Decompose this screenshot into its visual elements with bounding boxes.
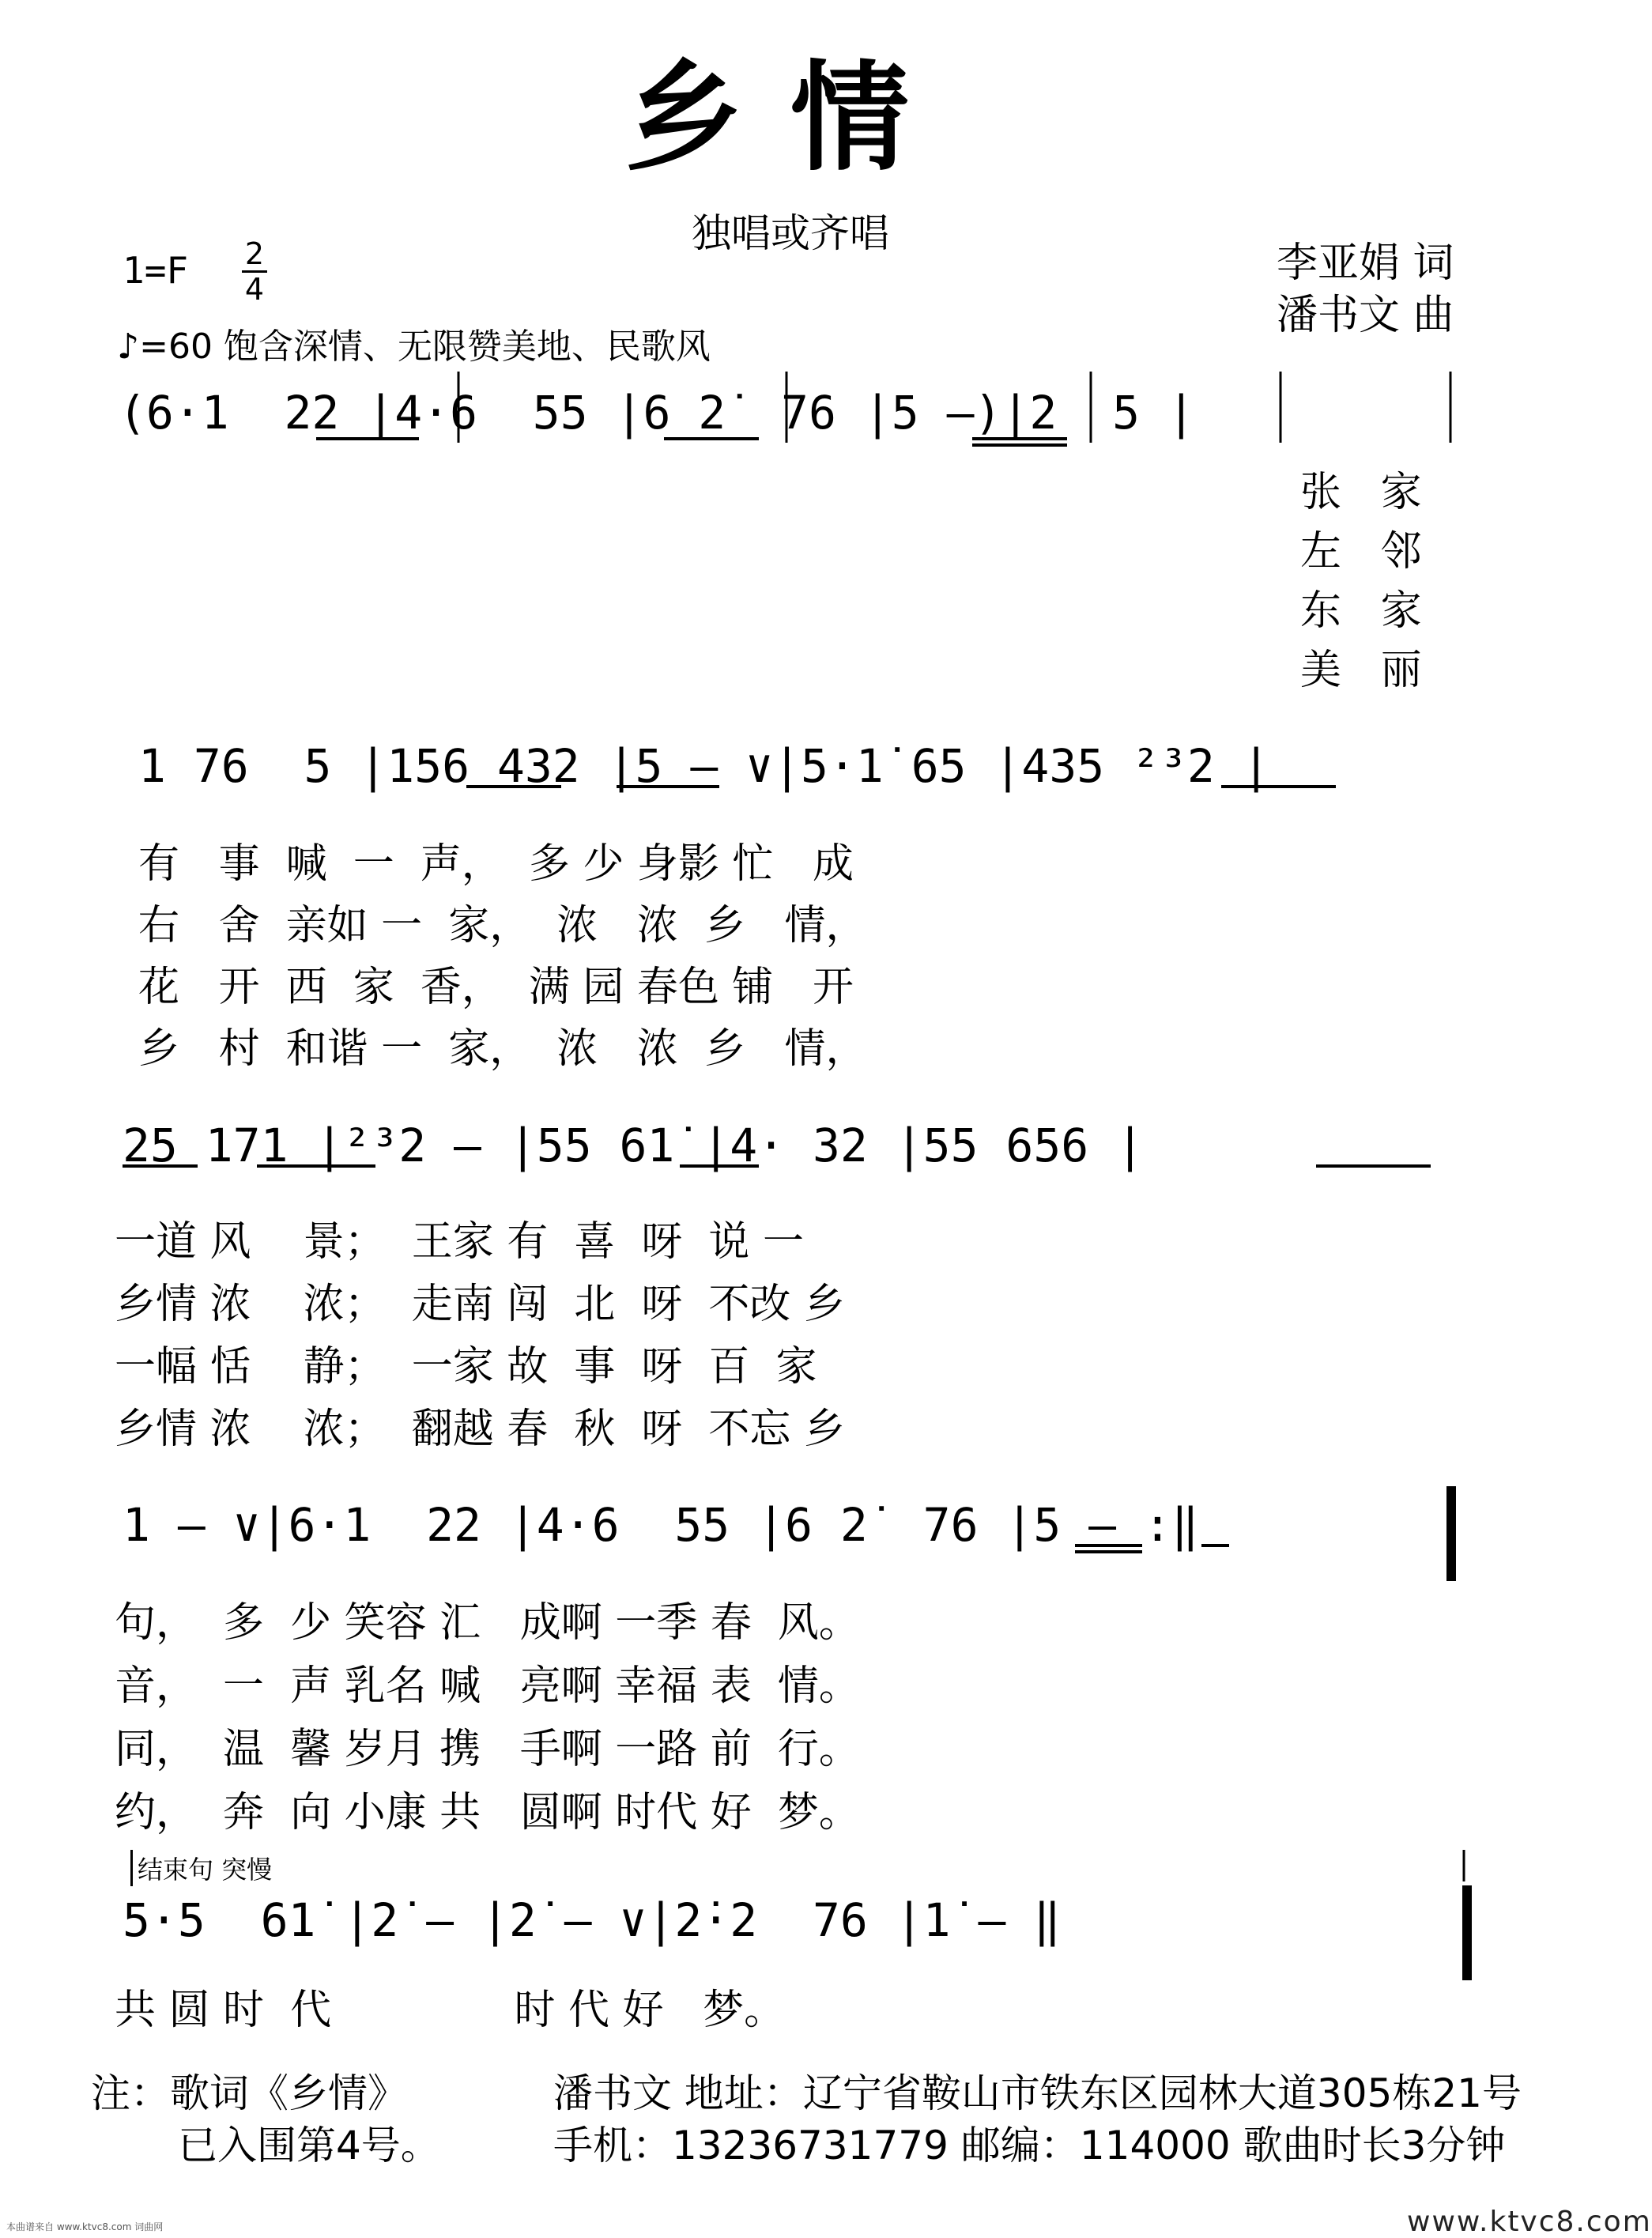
lyric-row4-verse1: 句， 多 少 笑容 汇 成啊 一季 春 风。 [115,1599,860,1647]
lyric-row3-verse3: 一幅 恬 静； 一家 故 事 呀 百 家 [115,1343,817,1391]
lyric-row4-verse4: 约， 奔 向 小康 共 圆啊 时代 好 梦。 [115,1789,860,1836]
lyric-row2-verse1: 有 事 喊 一 声， 多 少 身影 忙 成 [138,840,854,888]
notation-line-2: 1 76 5 |156 432 |5 — ∨|5·1̇ 65 |435 ²³2 | [138,739,1270,793]
lyric-row3-verse2: 乡情 浓 浓； 走南 闯 北 呀 不改 乡 [115,1281,845,1328]
lyric-verse-1-row1: 张 家 [1300,469,1422,516]
tempo-marking: ♪=60 饱含深情、无限赞美地、民歌风 [117,326,711,367]
lyric-verse-2-row1: 左 邻 [1300,528,1422,576]
source-watermark-left: 本曲谱来自 www.ktvc8.com 词曲网 [6,2221,164,2232]
lyric-row3-verse4: 乡情 浓 浓； 翻越 春 秋 呀 不忘 乡 [115,1406,845,1453]
lyric-row2-verse4: 乡 村 和谐 一 家， 浓 浓 乡 情， [138,1025,867,1073]
time-signature-top: 2 [244,236,265,271]
key-signature: 1=F [123,249,189,292]
composer-credit: 潘书文 曲 [1277,292,1454,339]
song-title: 乡情 [624,50,956,187]
notation-line-5: 5·5 61̇ |2̇ — |2̇ — ∨|2̇·2 76 |1̇ — ‖ [123,1893,1062,1947]
lyric-verse-4-row1: 美 丽 [1300,647,1422,694]
lyricist-credit: 李亚娟 词 [1277,240,1454,287]
lyric-verse-3-row1: 东 家 [1300,587,1422,635]
lyric-row5: 共 圆 时 代 时 代 好 梦。 [115,1987,786,2034]
source-watermark-right: www.ktvc8.com [1407,2206,1652,2238]
footnote-line-2: 已入围第4号。 [178,2123,440,2168]
time-signature-bottom: 4 [244,272,265,307]
performance-form: 独唱或齐唱 [692,210,889,256]
contact-address: 潘书文 地址：辽宁省鞍山市铁东区园林大道305栋21号 [553,2070,1522,2116]
notation-line-1: (6·1 22 |4·6 55 |6 2̇ 76 |5 —)|2 5 | [119,386,1195,440]
lyric-row3-verse1: 一道 风 景； 王家 有 喜 呀 说 一 [115,1218,804,1266]
notation-line-4: 1 — ∨|6·1 22 |4·6 55 |6 2̇ 76 |5 — :‖ [123,1498,1199,1552]
contact-phone: 手机：13236731779 邮编：114000 歌曲时长3分钟 [553,2123,1506,2168]
lyric-row2-verse3: 花 开 西 家 香， 满 园 春色 铺 开 [138,964,854,1011]
lyric-row4-verse2: 音， 一 声 乳名 喊 亮啊 幸福 表 情。 [115,1662,860,1710]
ending-phrase-marker: 结束句 突慢 [130,1850,272,1886]
lyric-row2-verse2: 右 舍 亲如 一 家， 浓 浓 乡 情， [138,902,867,949]
notation-line-3: 25 171 |²³2 — |55 61̇ |4· 32 |55 656 | [123,1119,1145,1172]
footnote-line-1: 注：歌词《乡情》 [91,2070,407,2116]
lyric-row4-verse3: 同， 温 馨 岁月 携 手啊 一路 前 行。 [115,1726,860,1773]
